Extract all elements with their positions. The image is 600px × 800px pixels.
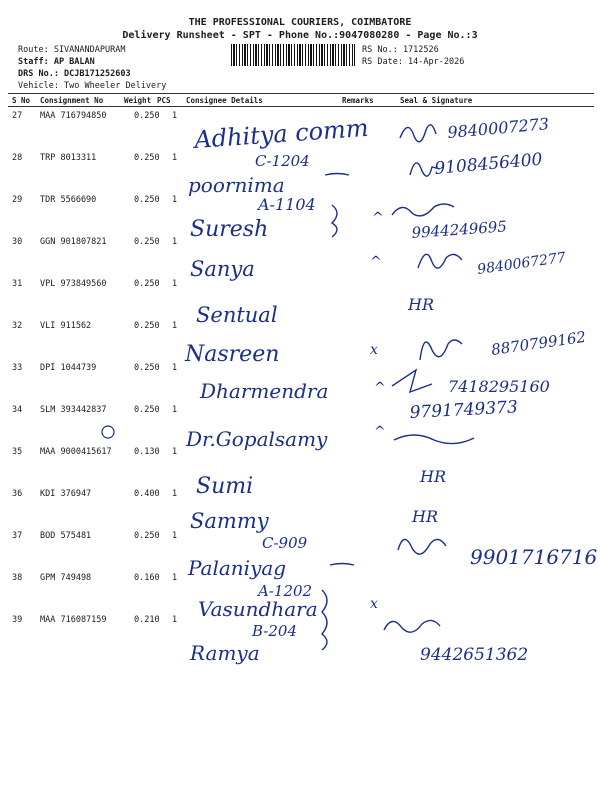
route: Route: SIVANANDAPURAM	[18, 45, 126, 55]
hw-signature	[418, 254, 462, 268]
row-consignment: MAA 716087159	[40, 615, 107, 625]
hw-signature	[398, 539, 446, 554]
hw-remark-tick: ^	[374, 424, 386, 440]
hw-address-10: C-909	[262, 534, 308, 552]
hw-phone: 9442651362	[420, 645, 529, 665]
hw-consignee-2: poornima	[188, 173, 285, 197]
hw-consignee-6: Nasreen	[185, 342, 280, 367]
row-pcs: 1	[172, 489, 178, 499]
hw-address-11: A-1202	[258, 582, 313, 600]
hw-address-1: C-1204	[255, 152, 310, 170]
hw-brace	[322, 590, 327, 650]
row-pcs: 1	[172, 615, 178, 625]
row-weight: 0.250	[134, 195, 160, 205]
row-consignment: TDR 5566690	[40, 195, 97, 205]
row-weight: 0.160	[134, 573, 160, 583]
hw-consignee-12: Vasundhara	[198, 597, 318, 621]
row-sno: 35	[12, 447, 23, 457]
hw-consignee-5: Sentual	[196, 303, 278, 327]
row-sno: 31	[12, 279, 23, 289]
row-sno: 32	[12, 321, 23, 331]
hw-seal-note: HR	[408, 295, 434, 314]
row-pcs: 1	[172, 321, 178, 331]
hw-dash	[325, 174, 349, 176]
hw-signature	[384, 620, 440, 632]
hw-remark-tick: x	[370, 342, 378, 358]
row-consignment: BOD 575481	[40, 531, 92, 541]
row-pcs: 1	[172, 237, 178, 247]
row-consignment: SLM 393442837	[40, 405, 107, 415]
row-pcs: 1	[172, 195, 178, 205]
hw-consignee-4: Sanya	[190, 257, 255, 281]
row-sno: 28	[12, 153, 23, 163]
staff: Staff: AP BALAN	[18, 57, 95, 67]
hw-signature	[392, 204, 454, 216]
hw-consignee-8: Dr.Gopalsamy	[186, 427, 328, 451]
row-consignment: MAA 716794850	[40, 111, 107, 121]
row-pcs: 1	[172, 447, 178, 457]
hw-seal-note: HR	[412, 507, 438, 526]
rs-number: RS No.: 1712526	[362, 45, 439, 55]
hw-phone: 9840007273	[446, 114, 550, 142]
hw-consignee-7: Dharmendra	[200, 379, 329, 403]
hw-phone: 7418295160	[448, 377, 550, 396]
hw-signature	[394, 435, 474, 444]
row-pcs: 1	[172, 111, 178, 121]
sheet-title: Delivery Runsheet - SPT - Phone No.:9047080280 - Page No.:3	[122, 30, 478, 41]
hw-consignee-9: Sumi	[196, 474, 254, 499]
row-sno: 34	[12, 405, 23, 415]
hw-remark-tick: ^	[374, 380, 386, 396]
row-sno: 33	[12, 363, 23, 373]
row-sno: 29	[12, 195, 23, 205]
hw-phone: 9791749373	[409, 397, 519, 423]
hw-remark-tick: x	[370, 596, 378, 612]
hw-phone: 9108456400	[433, 149, 544, 179]
row-consignment: MAA 9000415617	[40, 447, 112, 457]
row-weight: 0.250	[134, 321, 160, 331]
row-weight: 0.210	[134, 615, 160, 625]
row-consignment: KDI 376947	[40, 489, 92, 499]
hw-signature	[392, 370, 432, 392]
row-sno: 36	[12, 489, 23, 499]
col-consignment: Consignment No	[40, 96, 104, 105]
row-sno: 37	[12, 531, 23, 541]
vehicle: Vehicle: Two Wheeler Delivery	[18, 81, 167, 91]
hw-consignee-1: Adhitya comm	[193, 113, 370, 154]
row-pcs: 1	[172, 363, 178, 373]
row-pcs: 1	[172, 531, 178, 541]
row-consignment: VLI 911562	[40, 321, 92, 331]
hw-remark-tick: ^	[372, 210, 384, 226]
drs-number: DRS No.: DCJB171252603	[18, 69, 131, 79]
col-pcs: PCS	[157, 96, 171, 105]
hw-address-2: A-1104	[258, 195, 316, 214]
row-weight: 0.250	[134, 237, 160, 247]
hw-phone: 9840067277	[476, 249, 567, 278]
row-consignment: GPM 749498	[40, 573, 92, 583]
row-consignment: GGN 901807821	[40, 237, 107, 247]
row-weight: 0.250	[134, 111, 160, 121]
row-weight: 0.400	[134, 489, 160, 499]
row-pcs: 1	[172, 279, 178, 289]
row-weight: 0.250	[134, 279, 160, 289]
rs-date: RS Date: 14-Apr-2026	[362, 57, 465, 67]
company-name: THE PROFESSIONAL COURIERS, COIMBATORE	[188, 17, 412, 28]
hw-address-12: B-204	[252, 622, 297, 640]
row-weight: 0.130	[134, 447, 160, 457]
row-pcs: 1	[172, 573, 178, 583]
hw-phone: 9901716716	[470, 545, 598, 569]
row-weight: 0.250	[134, 153, 160, 163]
row-weight: 0.250	[134, 405, 160, 415]
hw-consignee-10: Sammy	[190, 509, 269, 533]
row-consignment: VPL 973849560	[40, 279, 107, 289]
hw-seal-note: HR	[420, 467, 446, 486]
hw-phone: 8870799162	[490, 327, 588, 359]
row-consignment: TRP 8013311	[40, 153, 97, 163]
hw-signature	[420, 340, 462, 360]
row-sno: 30	[12, 237, 23, 247]
row-consignment: DPI 1044739	[40, 363, 97, 373]
row-sno: 39	[12, 615, 23, 625]
row-sno: 38	[12, 573, 23, 583]
hw-remark-tick: ^	[370, 254, 382, 270]
col-sno: S No	[12, 96, 31, 105]
hw-dash	[330, 564, 354, 566]
row-weight: 0.250	[134, 531, 160, 541]
col-remarks: Remarks	[342, 96, 374, 105]
col-seal: Seal & Signature	[400, 96, 473, 105]
hw-consignee-3: Suresh	[190, 217, 269, 242]
hw-signature	[400, 125, 436, 142]
hw-consignee-11: Palaniyag	[188, 556, 287, 580]
hw-brace	[332, 205, 337, 237]
row-pcs: 1	[172, 153, 178, 163]
col-consignee: Consignee Details	[186, 96, 263, 105]
row-pcs: 1	[172, 405, 178, 415]
hw-phone: 9944249695	[411, 217, 508, 242]
col-weight: Weight	[124, 96, 152, 105]
row-weight: 0.250	[134, 363, 160, 373]
hw-consignee-13: Ramya	[190, 641, 260, 665]
row-sno: 27	[12, 111, 23, 121]
stamp-mark	[102, 426, 114, 438]
